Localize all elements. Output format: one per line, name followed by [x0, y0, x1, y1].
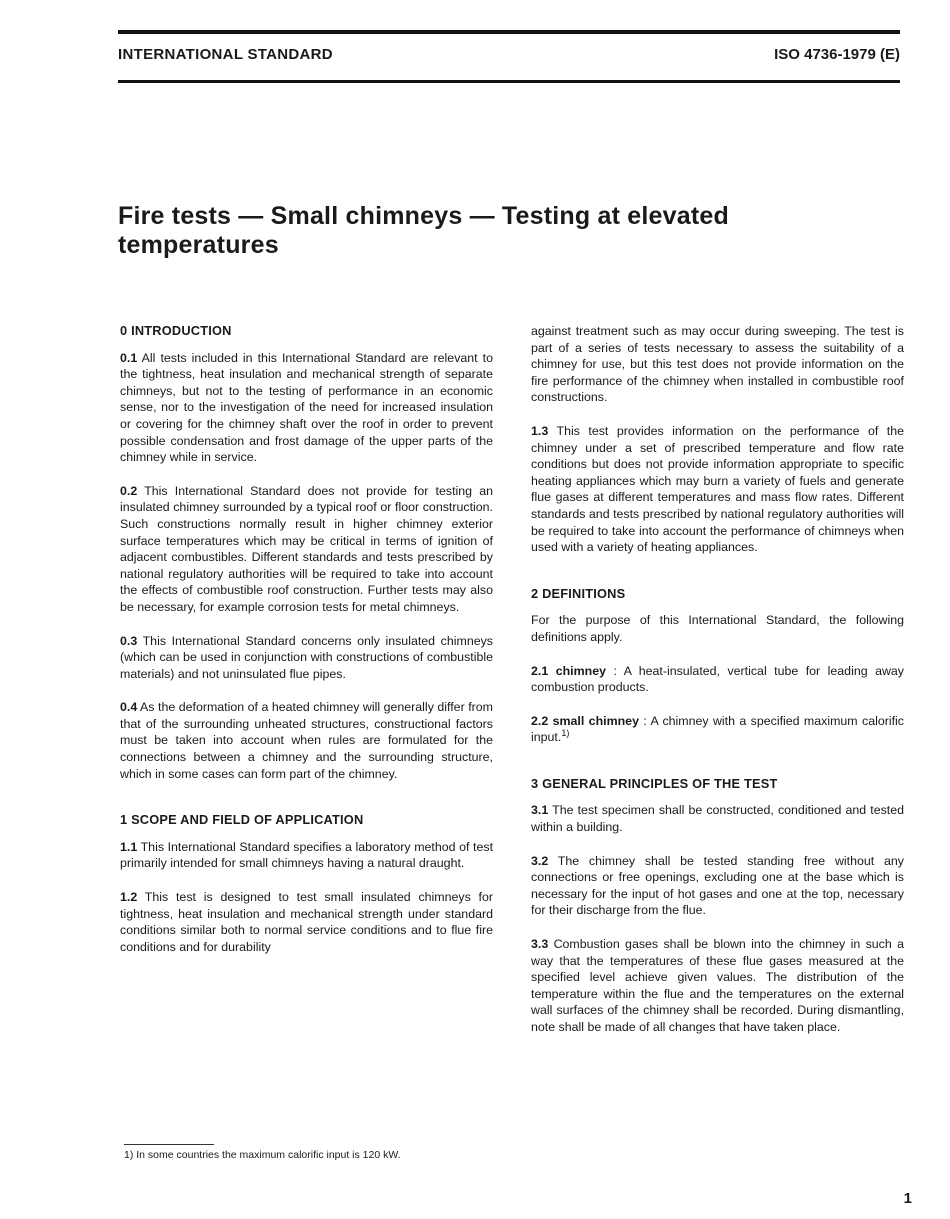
clause-text: The test specimen shall be constructed, conditioned and tested within a building. — [531, 803, 905, 835]
clause-2-1 — [531, 663, 904, 696]
defined-term: chimney — [555, 663, 606, 678]
clause-text: This test is designed to test small insulated chimneys for tightness, heat insulation and mechanical strength under standard conditions similar both to normal service conditions and to flue fire conditions and for durability — [120, 890, 494, 954]
clause-number: 0.1 — [120, 350, 138, 365]
clause-1-3 — [531, 423, 904, 556]
clause-3-2 — [531, 853, 904, 919]
clause-number: 3.1 — [531, 803, 549, 818]
footnote-rule — [124, 1144, 214, 1145]
clause-0-1 — [120, 350, 493, 466]
clause-text: : A chimney with a specified maximum calorific input. — [531, 713, 904, 745]
clause-number: 3.3 — [531, 937, 549, 952]
header-rule-bottom — [118, 80, 900, 83]
heading-general-principles: 3 GENERAL PRINCIPLES OF THE TEST — [531, 775, 778, 791]
standard-number: ISO 4736-1979 (E) — [774, 46, 900, 63]
clause-text: This test provides information on the performance of the chimney under a set of prescribed temperature and flow rate conditions but does not provide information appropriate to specific heating appliances which may burn a variety of fuels and generate flue gases at different temperatures and mass flow rates. Different standards and tests prescribed by national regulatory authorities will be required to take into account the performance of chimneys when used with a variety of heating appliances. — [531, 423, 905, 555]
clause-0-2 — [120, 483, 493, 616]
clause-number: 0.4 — [120, 700, 138, 715]
page-number: 1 — [903, 1190, 912, 1207]
header-rule-top — [118, 30, 900, 34]
clause-text: The chimney shall be tested standing free without any connections or free openings, excluding one at the base which is necessary for the input of hot gases and one at the top, necessary for their discharge from the flue. — [531, 853, 905, 918]
clause-number: 1.3 — [531, 423, 549, 438]
clause-number: 0.2 — [120, 483, 138, 498]
clause-text: This International Standard specifies a laboratory method of test primarily intended for small chimneys having a natural draught. — [120, 839, 494, 871]
heading-introduction: 0 INTRODUCTION — [120, 323, 232, 338]
clause-number: 3.2 — [531, 853, 549, 868]
title-line-2: temperatures — [118, 231, 279, 259]
clause-text: This International Standard does not provide for testing an insulated chimney surrounded by a typical roof or floor construction. Such constructions normally result in higher chimney exterior surface temperatures which may be critical in terms of ignition of adjacent combustibles. Different standards and tests prescribed by national regulatory authorities will be required to take into account the effects of combustible roof construction. Further tests may also be necessary, for example corrosion tests for metal chimneys. — [120, 483, 494, 614]
clause-2-2 — [531, 713, 904, 746]
clause-3-1 — [531, 802, 904, 835]
clause-1-2-continued: against treatment such as may occur during sweeping. The test is part of a series of tests necessary to assess the suitability of a chimney for use, but this test does not provide information on the fire performance of the chimney when installed in combustible roof constructions. — [531, 324, 904, 405]
clause-number: 1.1 — [120, 839, 138, 854]
clause-number: 1.2 — [120, 890, 138, 905]
clause-3-3 — [531, 936, 904, 1036]
footnote-reference[interactable]: 1) — [561, 728, 570, 739]
definitions-intro: For the purpose of this International Standard, the following definitions apply. — [531, 613, 904, 644]
left-column — [120, 323, 493, 972]
clause-1-2 — [120, 889, 493, 955]
document-title — [118, 202, 858, 260]
clause-number: 2.1 — [531, 663, 549, 678]
title-line-1: Fire tests — Small chimneys — Testing at elevated — [118, 202, 729, 230]
footnote: 1) In some countries the maximum calorific input is 120 kW. — [124, 1149, 401, 1161]
document-type: INTERNATIONAL STANDARD — [118, 46, 333, 63]
clause-1-1 — [120, 839, 493, 872]
clause-text: This International Standard concerns only insulated chimneys (which can be used in conjunction with constructions of combustible materials) and not uninsulated flue pipes. — [120, 633, 493, 681]
right-column — [531, 323, 904, 1053]
clause-text: : A heat-insulated, vertical tube for leading away combustion products. — [531, 663, 904, 695]
clause-text: Combustion gases shall be blown into the chimney in such a way that the temperatures of these flue gases measured at the specified level achieve given values. The distribution of the temperature within the flue and the temperatures on the external wall surfaces of the chimney shall be recorded. During dismantling, note shall be made of all changes that have taken place. — [531, 937, 904, 1034]
heading-scope: 1 SCOPE AND FIELD OF APPLICATION — [120, 812, 364, 828]
clause-0-4 — [120, 699, 493, 782]
heading-definitions: 2 DEFINITIONS — [531, 585, 626, 601]
clause-number: 2.2 — [531, 713, 549, 728]
defined-term: small chimney — [552, 713, 639, 728]
clause-0-3 — [120, 633, 493, 683]
clause-number: 0.3 — [120, 633, 138, 648]
clause-text: All tests included in this International Standard are relevant to the tightness, heat insulation and mechanical strength of separate chimneys, but not to the testing of performance in an economic sense, nor to the investigation of the need for increased insulation or covering for the chimney shaft over the roof in order to prevent possible condensation and frost damage of the upper parts of the chimney while in service. — [120, 350, 494, 465]
clause-text: As the deformation of a heated chimney will generally differ from that of the surrounding unheated structures, constructional factors must be taken into account when rules are formulated for the connections between a chimney and the surrounding structure, which in some cases can form part of the chimney. — [120, 700, 493, 781]
